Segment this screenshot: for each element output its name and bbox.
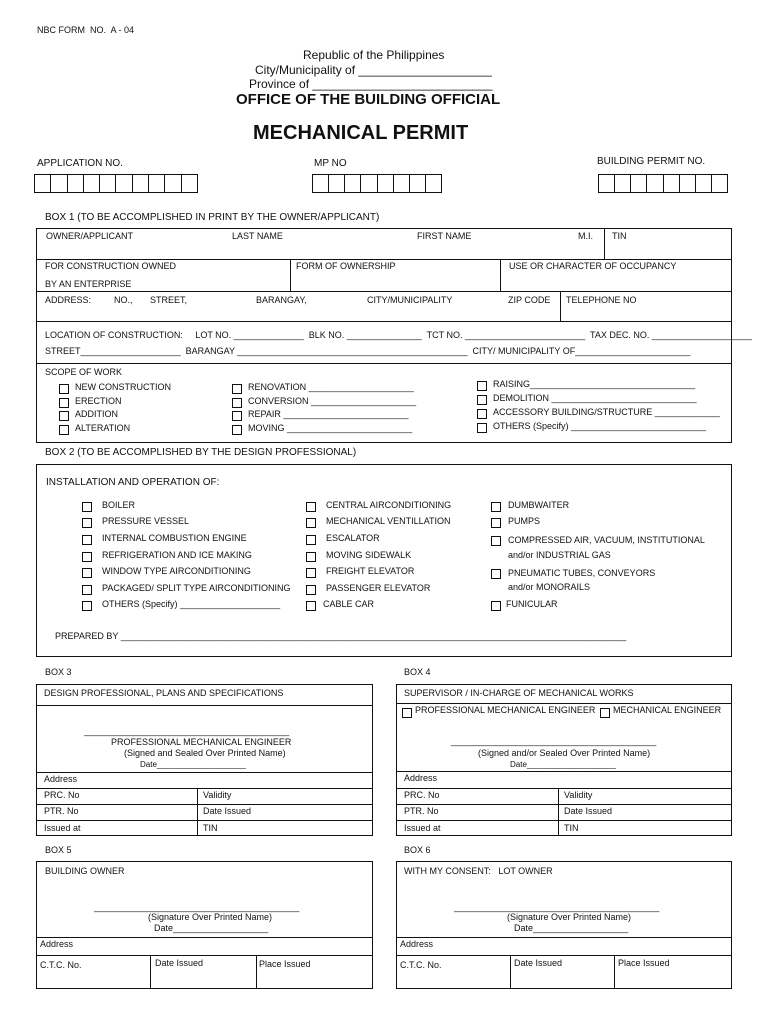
checkbox-refrigeration[interactable]	[82, 552, 92, 562]
address-city-label: CITY/MUNICIPALITY	[367, 295, 453, 305]
prepared-by-line: PREPARED BY _____________________________________________________________________________________________________	[55, 631, 627, 641]
checkbox-central-aircon[interactable]	[306, 502, 316, 512]
checkbox-pressure-vessel[interactable]	[82, 518, 92, 528]
owner-applicant-label: OWNER/APPLICANT	[46, 231, 134, 241]
checkbox-funicular[interactable]	[491, 601, 501, 611]
box3-tin: TIN	[203, 823, 218, 833]
checkbox-new-construction[interactable]	[59, 384, 69, 394]
box3-date[interactable]: Date____________________	[140, 760, 246, 769]
box6-signature-line[interactable]: _________________________________________	[454, 902, 660, 912]
scope-erection: ERECTION	[75, 396, 122, 406]
checkbox-raising[interactable]	[477, 381, 487, 391]
box3-title: PROFESSIONAL MECHANICAL ENGINEER	[111, 737, 292, 747]
checkbox-cable-car[interactable]	[306, 601, 316, 611]
checkbox-others-install[interactable]	[82, 601, 92, 611]
location-line-2: STREET____________________ BARANGAY ______________________________________________ CITY/ MUNICIPALITY OF_______________________	[45, 346, 691, 356]
box5-ctc: C.T.C. No.	[40, 960, 82, 970]
item-compressed-air: COMPRESSED AIR, VACUUM, INSTITUTIONAL	[508, 535, 705, 545]
scope-moving: MOVING _________________________	[248, 423, 413, 433]
box4-address: Address	[404, 773, 438, 783]
mp-no-boxes[interactable]	[312, 174, 442, 193]
checkbox-boiler[interactable]	[82, 502, 92, 512]
checkbox-freight-elevator[interactable]	[306, 568, 316, 578]
scope-repair: REPAIR _________________________	[248, 409, 409, 419]
box3-ptr: PTR. No	[44, 806, 79, 816]
box4-issued-at: Issued at	[404, 823, 441, 833]
checkbox-dumbwaiter[interactable]	[491, 502, 501, 512]
telephone-label: TELEPHONE NO	[566, 295, 637, 305]
item-others-install: OTHERS (Specify) ____________________	[102, 599, 281, 609]
checkbox-addition[interactable]	[59, 411, 69, 421]
checkbox-combustion-engine[interactable]	[82, 535, 92, 545]
checkbox-conversion[interactable]	[232, 398, 242, 408]
box2-heading: BOX 2 (TO BE ACCOMPLISHED BY THE DESIGN PROFESSIONAL)	[45, 447, 357, 458]
box4-option-engineer: MECHANICAL ENGINEER	[613, 705, 722, 715]
building-permit-no-label: BUILDING PERMIT NO.	[597, 156, 706, 167]
box3-issued-at: Issued at	[44, 823, 81, 833]
scope-addition: ADDITION	[75, 409, 119, 419]
box3-signature-line[interactable]: _________________________________________	[84, 726, 290, 736]
address-no-label: NO.,	[114, 295, 133, 305]
item-freight-elevator: FREIGHT ELEVATOR	[326, 566, 415, 576]
address-street-label: STREET,	[150, 295, 188, 305]
checkbox-passenger-elevator[interactable]	[306, 585, 316, 595]
checkbox-pneumatic-tubes[interactable]	[491, 569, 501, 579]
box5-header: BUILDING OWNER	[45, 866, 125, 876]
scope-demolition: DEMOLITION _____________________________	[493, 393, 697, 403]
checkbox-demolition[interactable]	[477, 395, 487, 405]
box3-validity: Validity	[203, 790, 232, 800]
last-name-label: LAST NAME	[232, 231, 283, 241]
use-of-occupancy-label: USE OR CHARACTER OF OCCUPANCY	[509, 261, 677, 271]
mp-no-label: MP NO	[314, 158, 347, 169]
checkbox-renovation[interactable]	[232, 384, 242, 394]
box3-subtitle: (Signed and Sealed Over Printed Name)	[124, 748, 286, 758]
box6-place-issued: Place Issued	[618, 958, 670, 968]
item-mechanical-ventilation: MECHANICAL VENTILLATION	[326, 516, 451, 526]
box5-date-issued: Date Issued	[155, 958, 204, 968]
item-central-aircon: CENTRAL AIRCONDITIONING	[326, 500, 452, 510]
box4-prc: PRC. No	[404, 790, 440, 800]
box6-date-issued: Date Issued	[514, 958, 563, 968]
building-permit-no-boxes[interactable]	[598, 174, 728, 193]
checkbox-split-aircon[interactable]	[82, 585, 92, 595]
scope-alteration: ALTERATION	[75, 423, 131, 433]
checkbox-escalator[interactable]	[306, 535, 316, 545]
item-dumbwaiter: DUMBWAITER	[508, 500, 570, 510]
box3-prc: PRC. No	[44, 790, 80, 800]
tin-label: TIN	[612, 231, 627, 241]
box5-place-issued: Place Issued	[259, 959, 311, 969]
application-no-boxes[interactable]	[34, 174, 198, 193]
item-passenger-elevator: PASSENGER ELEVATOR	[326, 583, 431, 593]
scope-new-construction: NEW CONSTRUCTION	[75, 382, 171, 392]
box4-ptr: PTR. No	[404, 806, 439, 816]
box4-option-professional: PROFESSIONAL MECHANICAL ENGINEER	[415, 705, 596, 715]
scope-renovation: RENOVATION _____________________	[248, 382, 414, 392]
box6-date[interactable]: Date___________________	[514, 923, 629, 933]
construction-owned-label: FOR CONSTRUCTION OWNED	[45, 261, 176, 271]
box4-validity: Validity	[564, 790, 593, 800]
checkbox-compressed-air[interactable]	[491, 536, 501, 546]
checkbox-professional-me[interactable]	[402, 708, 412, 718]
checkbox-moving[interactable]	[232, 425, 242, 435]
checkbox-moving-sidewalk[interactable]	[306, 552, 316, 562]
box6-address: Address	[400, 939, 434, 949]
item-pressure-vessel: PRESSURE VESSEL	[102, 516, 190, 526]
page-title: MECHANICAL PERMIT	[253, 122, 469, 144]
box5-date[interactable]: Date___________________	[154, 923, 269, 933]
checkbox-alteration[interactable]	[59, 425, 69, 435]
form-of-ownership-label: FORM OF OWNERSHIP	[296, 261, 396, 271]
box4-header: SUPERVISOR / IN-CHARGE OF MECHANICAL WORKS	[404, 688, 634, 698]
checkbox-mechanical-engineer[interactable]	[600, 708, 610, 718]
by-enterprise-label: BY AN ENTERPRISE	[45, 279, 132, 289]
box6-header: WITH MY CONSENT: LOT OWNER	[404, 866, 553, 876]
box6-ctc: C.T.C. No.	[400, 960, 442, 970]
installation-label: INSTALLATION AND OPERATION OF:	[46, 477, 220, 488]
mi-label: M.I.	[578, 231, 593, 241]
box2-frame	[36, 464, 732, 657]
city-line: City/Municipality of ____________________	[255, 63, 492, 77]
box4-date-issued: Date Issued	[564, 806, 613, 816]
scope-of-work-label: SCOPE OF WORK	[45, 367, 123, 377]
location-line-1: LOCATION OF CONSTRUCTION: LOT NO. ______________ BLK NO. _______________ TCT NO. ________________________ TAX DEC. NO. ____________________	[45, 330, 752, 340]
box4-subtitle: (Signed and/or Sealed Over Printed Name)	[478, 748, 651, 758]
address-label: ADDRESS:	[45, 295, 92, 305]
item-pneumatic-tubes-cont: and/or MONORAILS	[508, 582, 591, 592]
item-boiler: BOILER	[102, 500, 136, 510]
checkbox-erection[interactable]	[59, 398, 69, 408]
checkbox-repair[interactable]	[232, 411, 242, 421]
office-title: OFFICE OF THE BUILDING OFFICIAL	[236, 91, 501, 108]
box3-label: BOX 3	[45, 667, 72, 677]
item-compressed-air-cont: and/or INDUSTRIAL GAS	[508, 550, 611, 560]
first-name-label: FIRST NAME	[417, 231, 472, 241]
form-number: NBC FORM NO. A - 04	[37, 25, 135, 35]
item-cable-car: CABLE CAR	[323, 599, 375, 609]
box3-header: DESIGN PROFESSIONAL, PLANS AND SPECIFICATIONS	[44, 688, 284, 698]
box5-label: BOX 5	[45, 845, 72, 855]
zip-code-label: ZIP CODE	[508, 295, 551, 305]
box4-date[interactable]: Date____________________	[510, 760, 616, 769]
application-no-label: APPLICATION NO.	[37, 158, 123, 169]
item-funicular: FUNICULAR	[506, 599, 558, 609]
scope-conversion: CONVERSION _____________________	[248, 396, 417, 406]
checkbox-accessory-building[interactable]	[477, 409, 487, 419]
checkbox-others-scope[interactable]	[477, 423, 487, 433]
box1-heading: BOX 1 (TO BE ACCOMPLISHED IN PRINT BY THE OWNER/APPLICANT)	[45, 212, 380, 223]
item-window-aircon: WINDOW TYPE AIRCONDITIONING	[102, 566, 251, 576]
box5-signature-line[interactable]: _________________________________________	[94, 902, 300, 912]
box6-subtitle: (Signature Over Printed Name)	[507, 912, 632, 922]
item-moving-sidewalk: MOVING SIDEWALK	[326, 550, 412, 560]
box5-subtitle: (Signature Over Printed Name)	[148, 912, 273, 922]
address-barangay-label: BARANGAY,	[256, 295, 307, 305]
item-pneumatic-tubes: PNEUMATIC TUBES, CONVEYORS	[508, 568, 656, 578]
scope-accessory-building: ACCESSORY BUILDING/STRUCTURE _____________	[493, 407, 720, 417]
item-combustion-engine: INTERNAL COMBUSTION ENGINE	[102, 533, 247, 543]
box3-address: Address	[44, 774, 78, 784]
box4-label: BOX 4	[404, 667, 431, 677]
box4-signature-line[interactable]: _________________________________________	[451, 736, 657, 746]
box6-label: BOX 6	[404, 845, 431, 855]
checkbox-mechanical-ventilation[interactable]	[306, 518, 316, 528]
checkbox-window-aircon[interactable]	[82, 568, 92, 578]
item-escalator: ESCALATOR	[326, 533, 380, 543]
republic-text: Republic of the Philippines	[303, 48, 445, 62]
box3-date-issued: Date Issued	[203, 806, 252, 816]
checkbox-pumps[interactable]	[491, 518, 501, 528]
box5-address: Address	[40, 939, 74, 949]
box4-tin: TIN	[564, 823, 579, 833]
item-pumps: PUMPS	[508, 516, 541, 526]
item-refrigeration: REFRIGERATION AND ICE MAKING	[102, 550, 252, 560]
item-split-aircon: PACKAGED/ SPLIT TYPE AIRCONDITIONING	[102, 583, 291, 593]
province-line: Province of ___________________________	[249, 77, 493, 91]
scope-raising: RAISING_________________________________	[493, 379, 696, 389]
scope-others: OTHERS (Specify) ___________________________	[493, 421, 707, 431]
